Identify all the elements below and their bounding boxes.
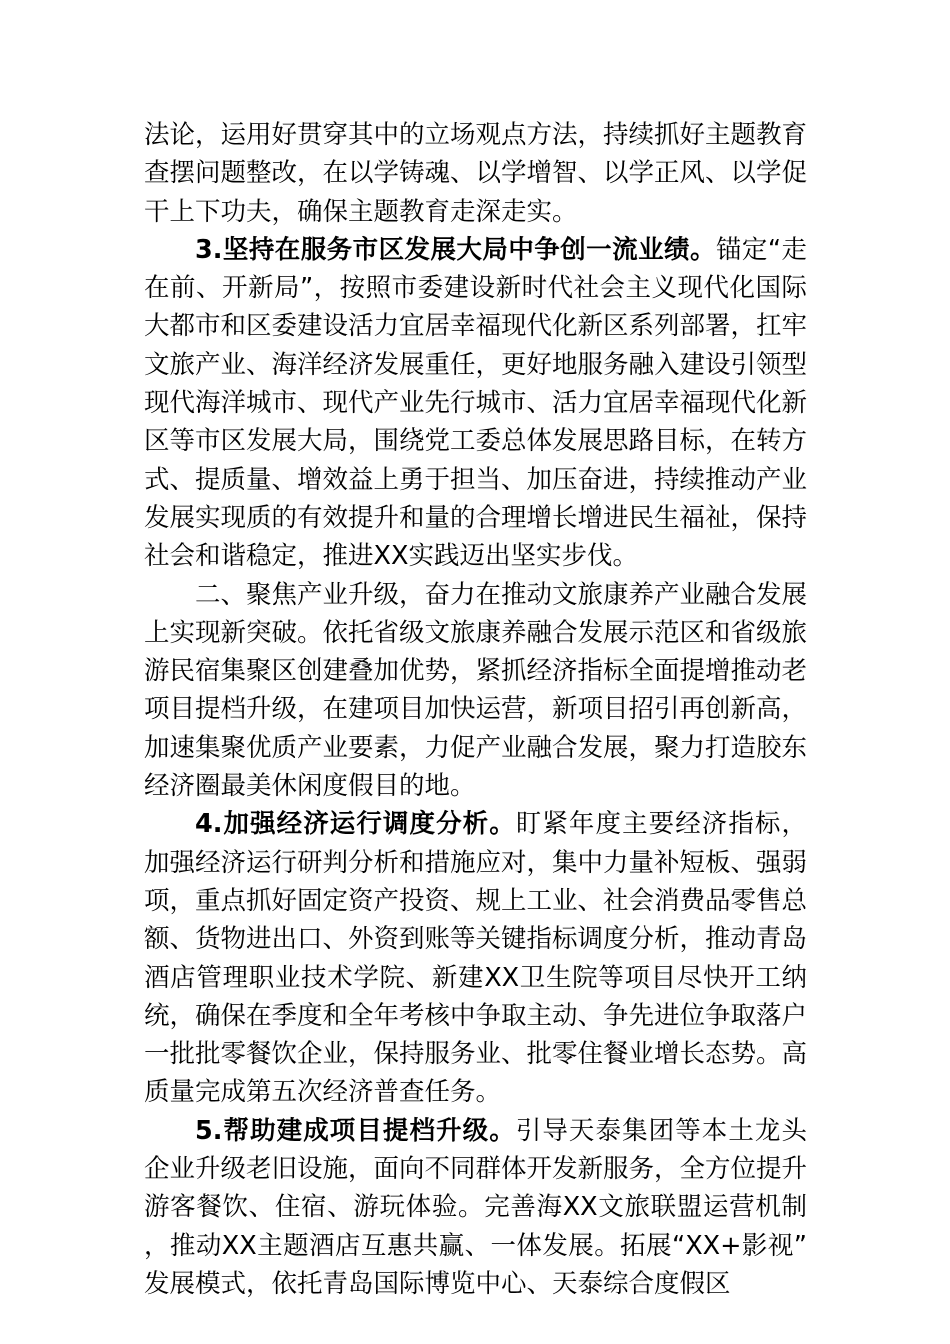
paragraph-text: 盯紧年度主要经济指标，加强经济运行研判分析和措施应对，集中力量补短板、强弱项，重点抓好固定资产投资、规上工业、社会消费品零售总额、货物进出口、外资到账等关键指标调度分析，推动青岛酒店管理职业技术学院、新建XX卫生院等项目尽快开工纳统，确保在季度和全年考核中争取主动、争先进位争取落户一批批零餐饮企业，保持服务业、批零住餐业增长态势。高质量完成第五次经济普查任务。 bbox=[144, 809, 808, 1108]
document-body bbox=[144, 116, 807, 1303]
paragraph-heading: 4.加强经济运行调度分析。 bbox=[195, 809, 516, 840]
paragraph-heading: 5.帮助建成项目提档升级。 bbox=[195, 1115, 516, 1146]
paragraph-continued bbox=[144, 116, 807, 231]
paragraph-text: 法论，运用好贯穿其中的立场观点方法，持续抓好主题教育查摆问题整改，在以学铸魂、以学增智、以学正风、以学促干上下功夫，确保主题教育走深走实。 bbox=[144, 120, 808, 227]
paragraph-text: 二、聚焦产业升级，奋力在推动文旅康养产业融合发展上实现新突破。依托省级文旅康养融合发展示范区和省级旅游民宿集聚区创建叠加优势，紧抓经济指标全面提增推动老项目提档升级，在建项目加快运营，新项目招引再创新高，加速集聚优质产业要素，力促产业融合发展，聚力打造胶东经济圈最美休闲度假目的地。 bbox=[144, 579, 808, 802]
paragraph-text: 引导天泰集团等本土龙头企业升级老旧设施，面向不同群体开发新服务，全方位提升游客餐饮、住宿、游玩体验。完善海XX文旅联盟运营机制，推动XX主题酒店互惠共赢、一体发展。拓展“XX+影视”发展模式，依托青岛国际博览中心、天泰综合度假区 bbox=[144, 1115, 808, 1299]
paragraph-item-5 bbox=[144, 1112, 807, 1303]
section-heading-2 bbox=[144, 576, 807, 806]
paragraph-item-3 bbox=[144, 231, 807, 576]
paragraph-item-4 bbox=[144, 805, 807, 1111]
paragraph-heading: 3.坚持在服务市区发展大局中争创一流业绩。 bbox=[195, 234, 716, 265]
paragraph-text: 锚定“走在前、开新局”，按照市委建设新时代社会主义现代化国际大都市和区委建设活力宜居幸福现代化新区系列部署，扛牢文旅产业、海洋经济发展重任，更好地服务融入建设引领型现代海洋城市、现代产业先行城市、活力宜居幸福现代化新区等市区发展大局，围绕党工委总体发展思路目标，在转方式、提质量、增效益上勇于担当、加压奋进，持续推动产业发展实现质的有效提升和量的合理增长增进民生福祉，保持社会和谐稳定，推进XX实践迈出坚实步伐。 bbox=[144, 234, 808, 572]
